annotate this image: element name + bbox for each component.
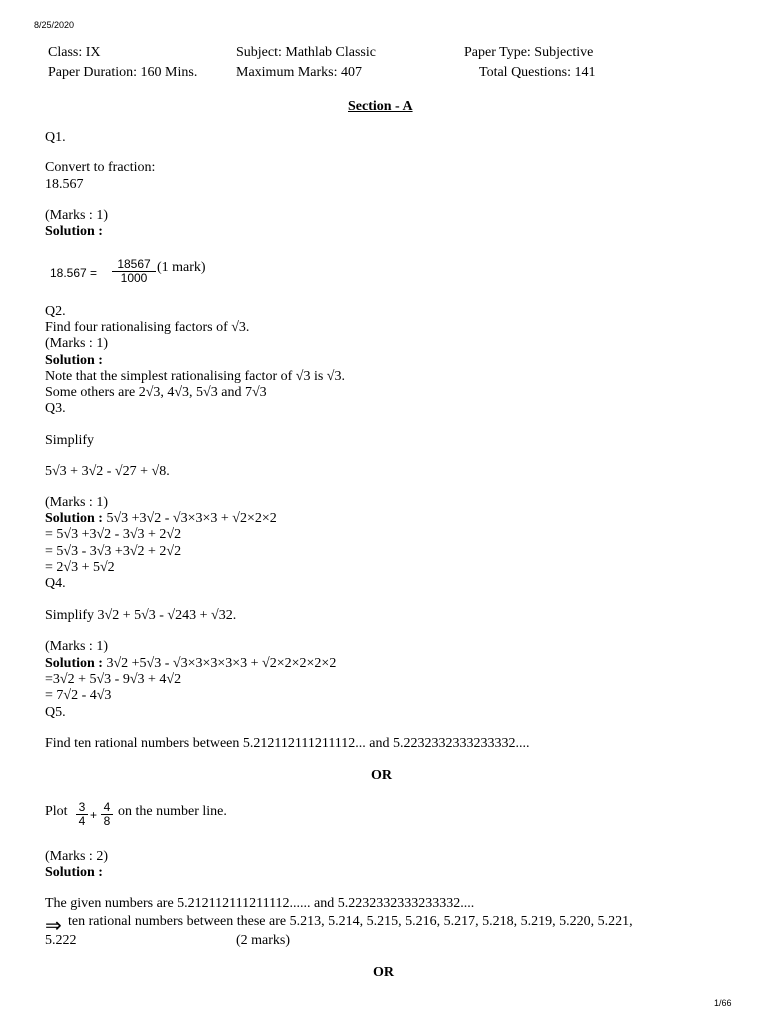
q4-marks: (Marks : 1) [45, 639, 108, 654]
q5-plot-prefix: Plot [45, 804, 68, 819]
q3-expression: 5√3 + 3√2 - √27 + √8. [45, 464, 170, 479]
max-marks-label: Maximum Marks: 407 [236, 65, 362, 80]
q5-plus-sign: + [90, 808, 98, 822]
q3-step2: = 5√3 - 3√3 +3√2 + 2√2 [45, 544, 182, 559]
q5-fraction-1 [76, 801, 88, 828]
class-label: Class: IX [48, 45, 101, 60]
q5-label: Q5. [45, 705, 66, 720]
q4-label: Q4. [45, 576, 66, 591]
q3-label: Q3. [45, 401, 66, 416]
q1-value: 18.567 [45, 177, 84, 192]
print-date: 8/25/2020 [34, 20, 75, 30]
q3-marks: (Marks : 1) [45, 495, 108, 510]
q3-step1: = 5√3 +3√2 - 3√3 + 2√2 [45, 527, 182, 542]
q5-fraction-1-numerator: 3 [78, 800, 86, 814]
q1-fraction-numerator: 18567 [117, 257, 151, 271]
q2-solution-label: Solution : [45, 353, 103, 368]
q4-solution-label: Solution : [45, 656, 103, 671]
q5-or-1: OR [371, 768, 392, 783]
q4-solution-line [45, 656, 336, 673]
q1-label: Q1. [45, 130, 66, 145]
q2-solution-line1: Note that the simplest rationalising factor of √3 is √3. [45, 369, 345, 384]
q4-solution-first: 3√2 +5√3 - √3×3×3×3×3 + √2×2×2×2×2 [102, 656, 337, 671]
q1-equation-lhs: 18.567 = [50, 266, 98, 280]
q5-mark-note: (2 marks) [236, 933, 291, 948]
q1-solution-label: Solution : [45, 224, 103, 239]
q1-marks: (Marks : 1) [45, 208, 108, 223]
q5-plot-suffix: on the number line. [118, 804, 227, 819]
q5-result: ten rational numbers between these are 5.213, 5.214, 5.215, 5.216, 5.217, 5.218, 5.219, 5.220, 5.221, [68, 914, 633, 929]
duration-label: Paper Duration: 160 Mins. [48, 65, 198, 80]
q5-prompt: Find ten rational numbers between 5.212112111211112... and 5.2232332333233332.... [45, 736, 530, 751]
q2-prompt: Find four rationalising factors of √3. [45, 320, 250, 335]
q5-fraction-2-numerator: 4 [103, 800, 111, 814]
implies-arrow-icon: ⇒ [45, 915, 62, 937]
q3-prompt: Simplify [45, 433, 95, 448]
page-number: 1/66 [714, 998, 732, 1008]
q5-fraction-2 [101, 801, 113, 828]
q5-result-end: 5.222 [45, 933, 77, 948]
q4-prompt: Simplify 3√2 + 5√3 - √243 + √32. [45, 608, 237, 623]
section-title: Section - A [348, 99, 413, 114]
q1-fraction-denominator: 1000 [120, 271, 148, 285]
q5-given: The given numbers are 5.212112111211112...... and 5.2232332333233332.... [45, 896, 475, 911]
q5-or-2: OR [373, 965, 394, 980]
q3-solution-label: Solution : [45, 511, 103, 526]
q4-step2: = 7√2 - 4√3 [45, 688, 112, 703]
q1-fraction [112, 258, 156, 285]
q2-marks: (Marks : 1) [45, 336, 108, 351]
q5-fraction-2-denominator: 8 [103, 814, 111, 828]
q5-marks: (Marks : 2) [45, 849, 108, 864]
subject-label: Subject: Mathlab Classic [236, 45, 376, 60]
q3-step3: = 2√3 + 5√2 [45, 560, 115, 575]
q5-solution-label: Solution : [45, 865, 103, 880]
paper-type-label: Paper Type: Subjective [464, 45, 594, 60]
total-questions-label: Total Questions: 141 [479, 65, 596, 80]
q3-solution-first: 5√3 +3√2 - √3×3×3 + √2×2×2 [102, 511, 277, 526]
q2-solution-line2: Some others are 2√3, 4√3, 5√3 and 7√3 [45, 385, 267, 400]
q4-step1: =3√2 + 5√3 - 9√3 + 4√2 [45, 672, 182, 687]
q5-fraction-1-denominator: 4 [78, 814, 86, 828]
q1-prompt: Convert to fraction: [45, 160, 156, 175]
q3-solution-line [45, 511, 277, 528]
q2-label: Q2. [45, 304, 66, 319]
q1-mark-note: (1 mark) [157, 260, 206, 275]
